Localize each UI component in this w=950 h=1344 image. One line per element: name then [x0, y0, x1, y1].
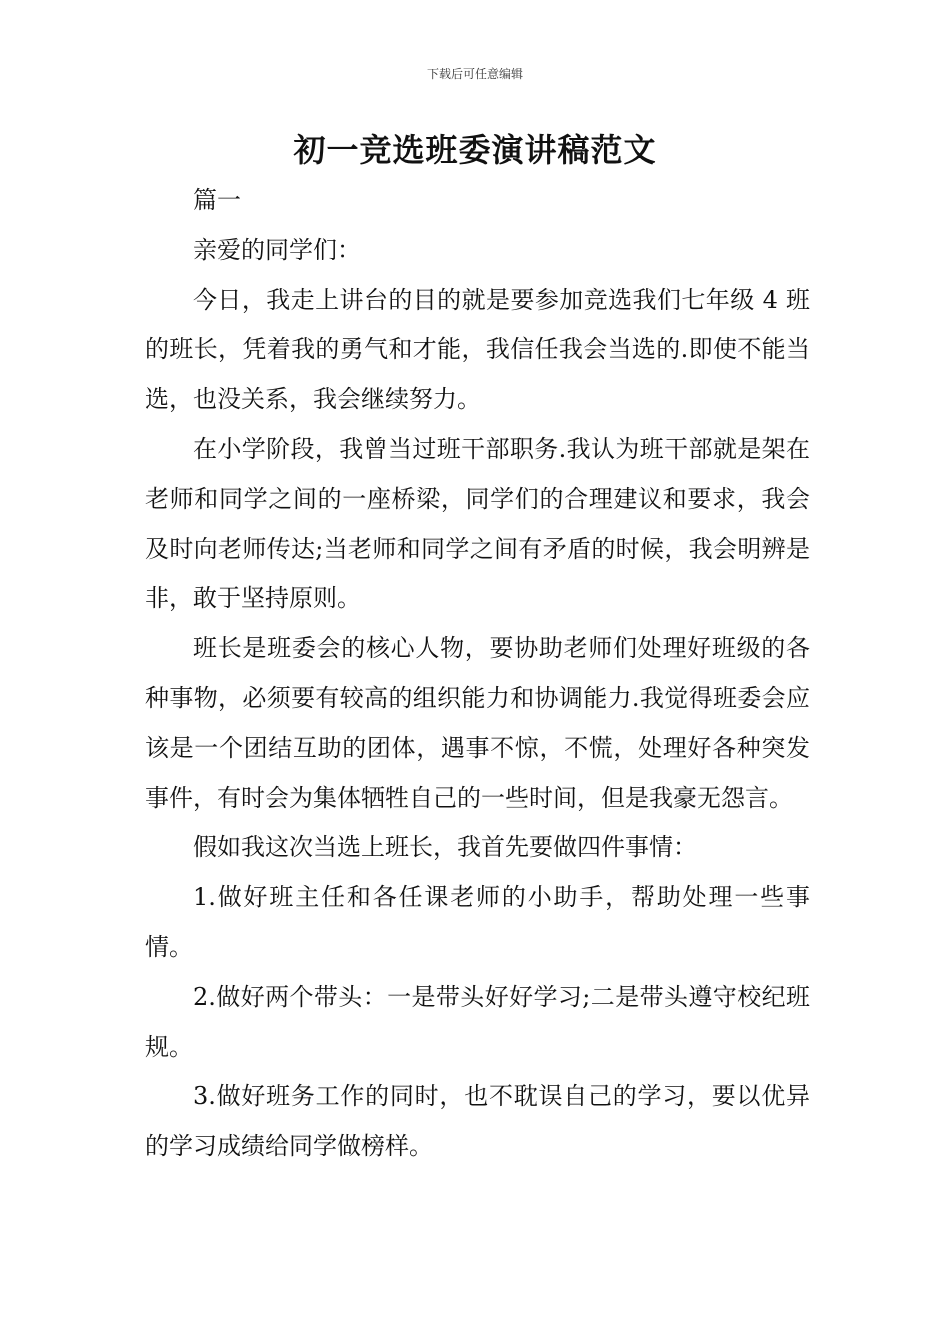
list-item: 2.做好两个带头：一是带头好好学习;二是带头遵守校纪班规。	[145, 982, 810, 1061]
paragraph: 在小学阶段，我曾当过班干部职务.我认为班干部就是架在老师和同学之间的一座桥梁，同学们的合理建议和要求，我会及时向老师传达;当老师和同学之间有矛盾的时候，我会明辨是非，敢于坚持原则。	[145, 434, 810, 613]
list-item: 1.做好班主任和各任课老师的小助手，帮助处理一些事情。	[145, 883, 810, 961]
paragraph: 假如我这次当选上班长，我首先要做四件事情：	[193, 833, 697, 862]
paragraph: 今日，我走上讲台的目的就是要参加竞选我们七年级 4 班的班长，凭着我的勇气和才能，我信任我会当选的.即使不能当选，也没关系，我会继续努力。	[145, 285, 810, 414]
header-note: 下载后可任意编辑	[426, 67, 523, 81]
section-label: 篇一	[193, 186, 241, 214]
document-body	[145, 176, 810, 1172]
paragraph: 班长是班委会的核心人物，要协助老师们处理好班级的各种事物，必须要有较高的组织能力和协调能力.我觉得班委会应该是一个团结互助的团体，遇事不惊，不慌，处理好各种突发事件，有时会为集体牺牲自己的一些时间，但是我豪无怨言。	[145, 634, 810, 812]
salutation: 亲爱的同学们：	[193, 235, 361, 264]
list-item: 3.做好班务工作的同时，也不耽误自己的学习，要以优异的学习成绩给同学做榜样。	[145, 1082, 810, 1161]
document-title: 初一竞选班委演讲稿范文	[293, 131, 657, 169]
